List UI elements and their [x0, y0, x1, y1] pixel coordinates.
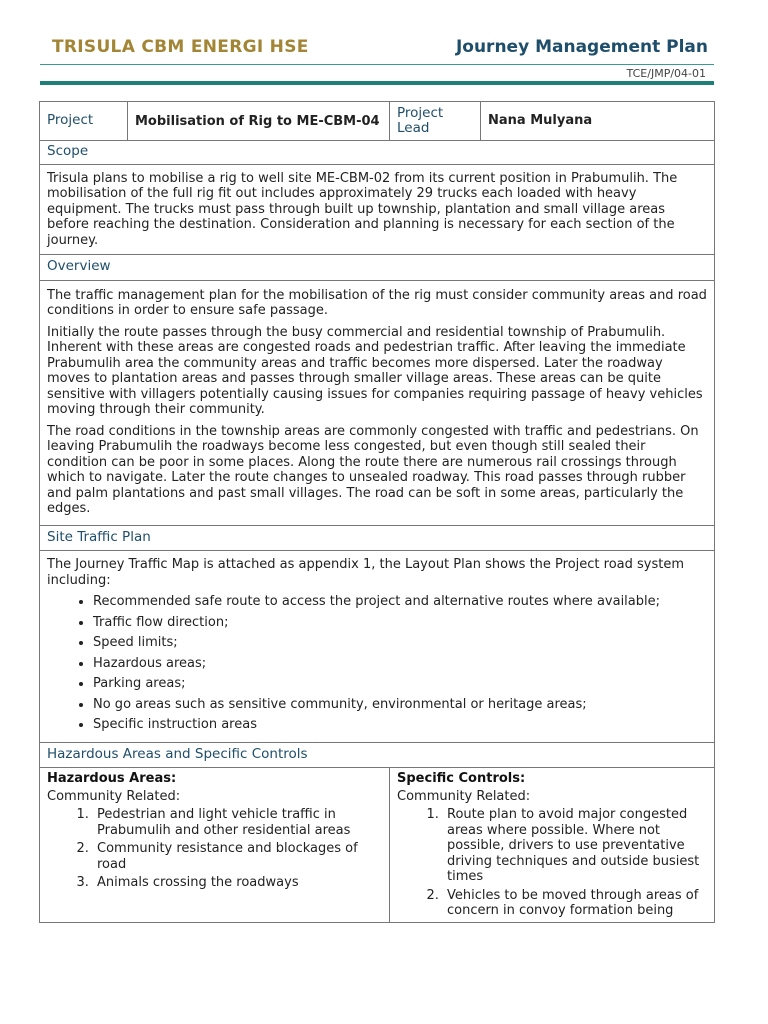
hazardous-areas-subtitle: Community Related: — [47, 788, 181, 804]
overview-paragraph: The road conditions in the township areas are commonly congested with traffic and pedestrians. On leaving Prabumulih the roadways become less congested, but even though still sealed their condition can be poor in some places. Along the route there are numerous rail crossings through which to navigate. Later the route changes to unsealed roadway. This road passes through rubber and palm plantations and past small villages. The road can be soft in some areas, particularly the edges. — [47, 423, 699, 516]
list-item: 1. Route plan to avoid major congested areas where possible. Where not possible, drivers to use preventative driving techniques and outside busiest times — [443, 807, 707, 885]
list-item: • Parking areas; — [93, 676, 707, 692]
overview-heading: Overview — [40, 255, 715, 281]
document-title: Journey Management Plan — [455, 37, 708, 57]
overview-body — [40, 280, 715, 525]
list-item: • Traffic flow direction; — [93, 615, 707, 631]
document-code: TCE/JMP/04-01 — [626, 67, 706, 80]
project-value: Mobilisation of Rig to ME-CBM-04 — [128, 102, 390, 141]
company-name: TRISULA CBM ENERGI HSE — [52, 37, 309, 57]
list-item: 2. Vehicles to be moved through areas of concern in convoy formation being — [443, 888, 707, 919]
list-item: • Specific instruction areas — [93, 717, 707, 733]
header-rule — [40, 81, 714, 85]
hazardous-areas-cell — [40, 768, 390, 923]
hazardous-areas-list — [93, 807, 382, 891]
list-item: 3. Animals crossing the roadways — [93, 875, 382, 891]
overview-paragraph: The traffic management plan for the mobilisation of the rig must consider community areas and road conditions in order to ensure safe passage. — [47, 287, 707, 318]
list-item: • No go areas such as sensitive community, environmental or heritage areas; — [93, 697, 707, 713]
scope-heading: Scope — [40, 141, 715, 165]
list-item: • Speed limits; — [93, 635, 707, 651]
journey-plan-table — [39, 101, 715, 923]
header-divider — [40, 64, 714, 65]
specific-controls-list — [443, 807, 707, 919]
project-lead-label: Project Lead — [390, 102, 481, 141]
list-item: 1. Pedestrian and light vehicle traffic in Prabumulih and other residential areas — [93, 807, 382, 838]
list-item: • Recommended safe route to access the project and alternative routes where available; — [93, 594, 707, 610]
scope-text: Trisula plans to mobilise a rig to well site ME-CBM-02 from its current position in Prabumulih. The mobilisation of the full rig fit out includes approximately 29 trucks each loaded with heavy equipment. The trucks must pass through built up township, plantation and small village areas before reaching the destination. Consideration and planning is necessary for each section of the journey. — [40, 164, 715, 255]
specific-controls-subtitle: Community Related: — [397, 788, 531, 804]
site-traffic-heading: Site Traffic Plan — [40, 525, 715, 551]
specific-controls-title: Specific Controls: — [397, 771, 526, 786]
list-item: 2. Community resistance and blockages of road — [93, 841, 382, 872]
specific-controls-cell — [390, 768, 715, 923]
overview-paragraph: Initially the route passes through the busy commercial and residential township of Prabumulih. Inherent with these areas are congested roads and pedestrian traffic. After leaving the immediate Prabumulih area the community areas and traffic becomes more dispersed. Later the roadway moves to plantation areas and passes through smaller village areas. These areas can be quite sensitive with villagers potentially causing issues for companies requiring passage of heavy vehicles moving through their community. — [47, 324, 703, 417]
project-label: Project — [40, 102, 128, 141]
site-traffic-intro: The Journey Traffic Map is attached as appendix 1, the Layout Plan shows the Project road system including: — [47, 557, 685, 588]
site-traffic-body — [40, 551, 715, 743]
project-lead-value: Nana Mulyana — [481, 102, 715, 141]
site-traffic-list — [93, 594, 707, 733]
hazards-heading: Hazardous Areas and Specific Controls — [40, 742, 715, 768]
list-item: • Hazardous areas; — [93, 656, 707, 672]
hazardous-areas-title: Hazardous Areas: — [47, 771, 177, 786]
